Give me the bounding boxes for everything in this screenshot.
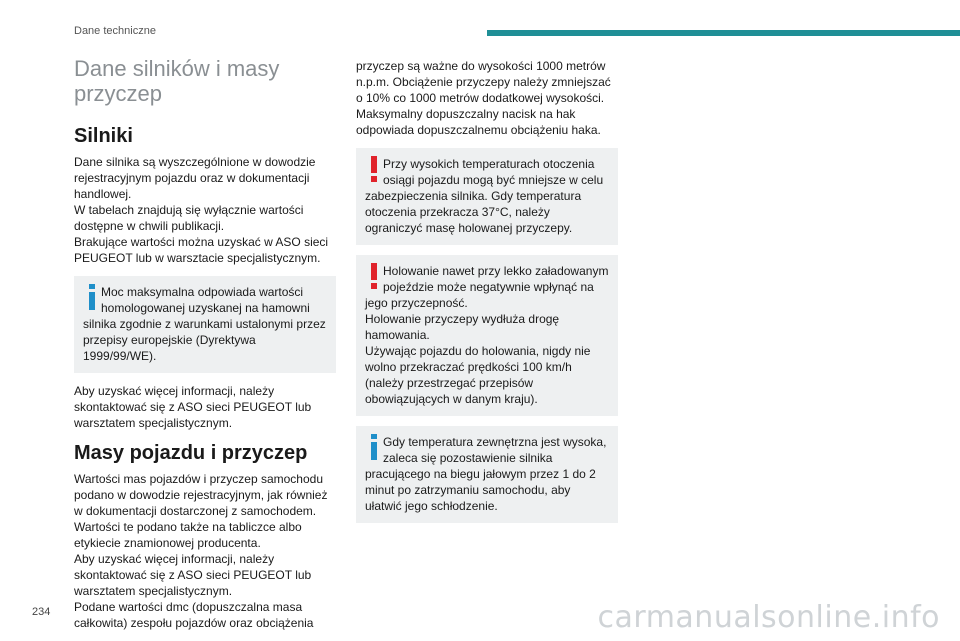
- left-column: [74, 56, 336, 641]
- info-note-cooling: [356, 426, 618, 523]
- info-icon: [83, 284, 101, 316]
- warning-text: Holowanie nawet przy lekko załadowanym pojeździe może negatywnie wpłynąć na jego przyczepność.: [365, 264, 609, 310]
- right-column: [356, 58, 618, 533]
- paragraph: Aby uzyskać więcej informacji, należy skontaktować się z ASO sieci PEUGEOT lub warsztatem specjalistycznym.: [74, 552, 312, 598]
- warning-note-temperature: [356, 148, 618, 245]
- warning-note-towing: [356, 255, 618, 416]
- section-heading-masy: Masy pojazdu i przyczep: [74, 442, 308, 464]
- info-icon: [365, 434, 383, 466]
- info-note: [74, 276, 336, 373]
- exclamation-icon: [365, 156, 383, 188]
- chapter-title: Dane silników i masy przyczep: [74, 56, 280, 106]
- page-number: 234: [32, 606, 51, 618]
- silniki-text: [74, 154, 336, 266]
- note-text: Moc maksymalna odpowiada wartości homologowanej uzyskanej na hamowni silnika zgodnie z warunkami ustalonymi przez przepisy europejskie (Dyrektywa 1999/99/WE).: [83, 285, 326, 363]
- paragraph: Wartości mas pojazdów i przyczep samochodu podano w dowodzie rejestracyjnym, jak również w dokumentacji dostarczonej z samochodem.: [74, 472, 328, 518]
- warning-text: Używając pojazdu do holowania, nigdy nie wolno przekraczać prędkości 100 km/h (należy przestrzegać przepisów obowiązujących w danym kraju).: [365, 344, 591, 406]
- paragraph: Wartości te podano także na tabliczce albo etykiecie znamionowej producenta.: [74, 520, 302, 550]
- paragraph: Podane wartości dmc (dopuszczalna masa całkowita) zespołu pojazdów oraz obciążenia: [74, 600, 314, 630]
- paragraph: Brakujące wartości można uzyskać w ASO sieci PEUGEOT lub w warsztacie specjalistycznym.: [74, 235, 329, 265]
- running-header: Dane techniczne: [74, 25, 156, 37]
- watermark: carmanualsonline.info: [597, 600, 940, 635]
- paragraph: Dane silnika są wyszczególnione w dowodzie rejestracyjnym pojazdu oraz w dokumentacji handlowej.: [74, 155, 316, 201]
- section-heading-silniki: Silniki: [74, 125, 133, 147]
- paragraph: Maksymalny dopuszczalny nacisk na hak odpowiada dopuszczalnemu obciążeniu haka.: [356, 107, 601, 137]
- paragraph: Aby uzyskać więcej informacji, należy skontaktować się z ASO sieci PEUGEOT lub warsztatem specjalistycznym.: [74, 384, 312, 430]
- exclamation-icon: [365, 263, 383, 295]
- contact-text: [74, 383, 336, 431]
- warning-text: Przy wysokich temperaturach otoczenia osiągi pojazdu mogą być mniejsze w celu zabezpieczenia silnika. Gdy temperatura otoczenia przekracza 37°C, należy ograniczyć masę holowanej przyczepy.: [365, 157, 604, 235]
- note-text: Gdy temperatura zewnętrzna jest wysoka, zaleca się pozostawienie silnika pracującego na biegu jałowym przez 1 do 2 minut po zatrzymaniu samochodu, aby ułatwić jego schłodzenie.: [365, 435, 607, 513]
- paragraph: przyczep są ważne do wysokości 1000 metrów n.p.m. Obciążenie przyczepy należy zmniejszać o 10% co 1000 metrów dodatkowej wysokości.: [356, 59, 611, 105]
- header-accent-bar: [487, 30, 960, 36]
- paragraph: W tabelach znajdują się wyłącznie wartości dostępne w chwili publikacji.: [74, 203, 304, 233]
- masy-text: [74, 471, 336, 631]
- warning-text: Holowanie przyczepy wydłuża drogę hamowania.: [365, 312, 560, 342]
- masy-continued-text: [356, 58, 618, 138]
